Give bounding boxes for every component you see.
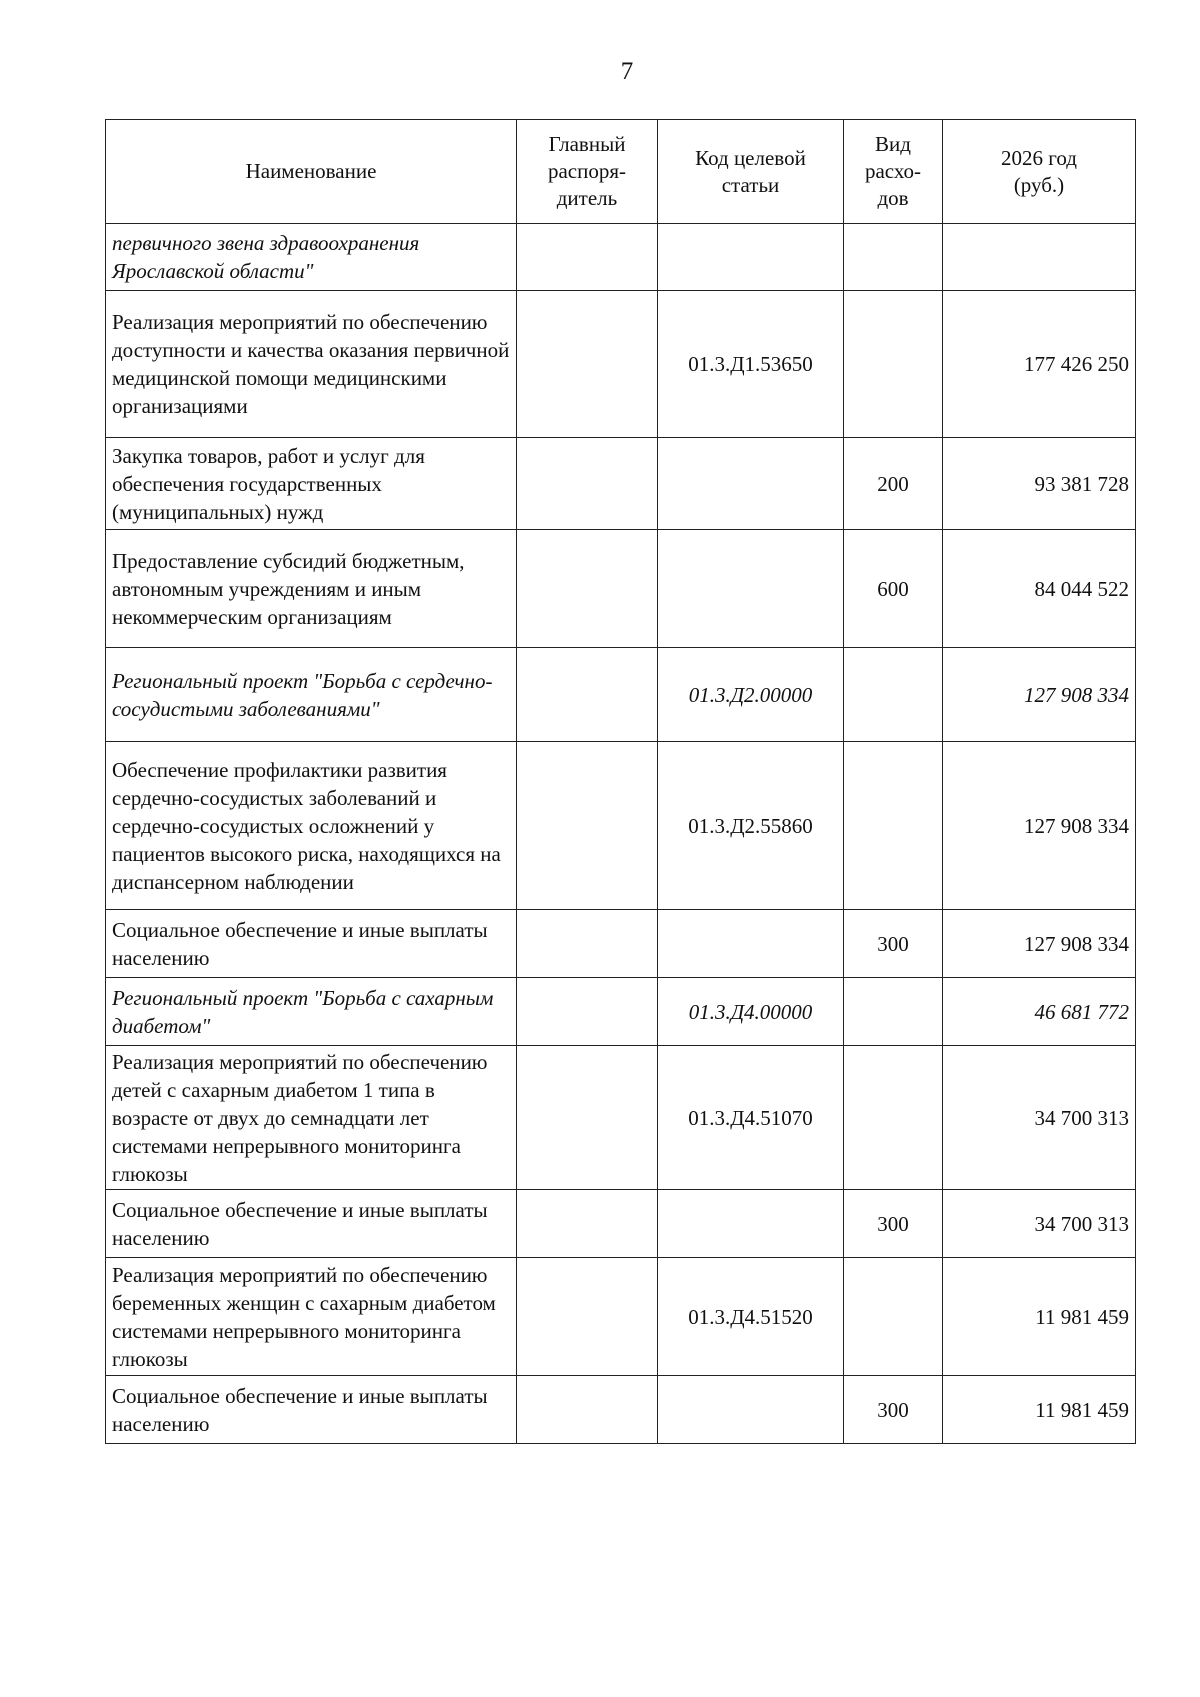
budget-table <box>105 119 1136 1444</box>
cell-name: первичного звена здравоохранения Ярославской области" <box>106 224 517 291</box>
cell-type <box>844 291 943 438</box>
cell-code <box>658 910 844 978</box>
cell-code <box>658 224 844 291</box>
cell-type: 300 <box>844 910 943 978</box>
cell-amount: 127 908 334 <box>943 648 1136 742</box>
cell-type <box>844 1258 943 1376</box>
cell-amount: 177 426 250 <box>943 291 1136 438</box>
cell-amount: 11 981 459 <box>943 1376 1136 1444</box>
cell-manager <box>517 1258 658 1376</box>
cell-type: 300 <box>844 1190 943 1258</box>
cell-type <box>844 1046 943 1190</box>
header-type-label: Вид расхо- дов <box>864 132 922 210</box>
header-type <box>844 120 943 224</box>
cell-amount: 34 700 313 <box>943 1046 1136 1190</box>
cell-amount: 127 908 334 <box>943 742 1136 910</box>
cell-code: 01.3.Д1.53650 <box>658 291 844 438</box>
cell-manager <box>517 438 658 530</box>
cell-type <box>844 742 943 910</box>
cell-code: 01.3.Д4.00000 <box>658 978 844 1046</box>
cell-type: 200 <box>844 438 943 530</box>
table-header-row <box>106 120 1136 224</box>
header-name: Наименование <box>106 120 517 224</box>
cell-code: 01.3.Д4.51070 <box>658 1046 844 1190</box>
cell-manager <box>517 978 658 1046</box>
table-row <box>106 438 1136 530</box>
cell-manager <box>517 910 658 978</box>
table-row <box>106 978 1136 1046</box>
cell-amount <box>943 224 1136 291</box>
cell-name: Социальное обеспечение и иные выплаты населению <box>106 910 517 978</box>
table-row <box>106 1046 1136 1190</box>
cell-manager <box>517 291 658 438</box>
header-manager <box>517 120 658 224</box>
table-row <box>106 291 1136 438</box>
cell-code <box>658 438 844 530</box>
header-code <box>658 120 844 224</box>
cell-code: 01.3.Д4.51520 <box>658 1258 844 1376</box>
table-row <box>106 742 1136 910</box>
header-code-label: Код целевой статьи <box>695 145 806 197</box>
cell-type: 300 <box>844 1376 943 1444</box>
cell-name: Реализация мероприятий по обеспечению беременных женщин с сахарным диабетом системами непрерывного мониторинга глюкозы <box>106 1258 517 1376</box>
cell-amount: 127 908 334 <box>943 910 1136 978</box>
cell-manager <box>517 742 658 910</box>
cell-name: Социальное обеспечение и иные выплаты населению <box>106 1376 517 1444</box>
table-row <box>106 1190 1136 1258</box>
header-manager-label: Главный распоря- дитель <box>547 132 627 210</box>
page-number: 7 <box>620 58 634 85</box>
cell-amount: 34 700 313 <box>943 1190 1136 1258</box>
cell-type <box>844 978 943 1046</box>
table-row <box>106 224 1136 291</box>
cell-code <box>658 1376 844 1444</box>
cell-name: Обеспечение профилактики развития сердечно-сосудистых заболеваний и сердечно-сосудистых осложнений у пациентов высокого риска, находящихся на диспансерном наблюдении <box>106 742 517 910</box>
cell-manager <box>517 224 658 291</box>
cell-name: Реализация мероприятий по обеспечению доступности и качества оказания первичной медицинской помощи медицинскими организациями <box>106 291 517 438</box>
table-row <box>106 530 1136 648</box>
header-amount-label: 2026 год (руб.) <box>1001 145 1077 197</box>
table-body <box>106 224 1136 1444</box>
table-row <box>106 910 1136 978</box>
table-row <box>106 1258 1136 1376</box>
table-row <box>106 1376 1136 1444</box>
cell-code <box>658 1190 844 1258</box>
cell-manager <box>517 1190 658 1258</box>
cell-name: Закупка товаров, работ и услуг для обеспечения государственных (муниципальных) нужд <box>106 438 517 530</box>
cell-amount: 93 381 728 <box>943 438 1136 530</box>
cell-name: Региональный проект "Борьба с сердечно-сосудистыми заболеваниями" <box>106 648 517 742</box>
table-row <box>106 648 1136 742</box>
cell-type: 600 <box>844 530 943 648</box>
cell-name: Региональный проект "Борьба с сахарным диабетом" <box>106 978 517 1046</box>
cell-manager <box>517 530 658 648</box>
cell-code: 01.3.Д2.00000 <box>658 648 844 742</box>
cell-type <box>844 648 943 742</box>
cell-manager <box>517 648 658 742</box>
cell-manager <box>517 1376 658 1444</box>
cell-name: Предоставление субсидий бюджетным, автономным учреждениям и иным некоммерческим организациям <box>106 530 517 648</box>
cell-name: Реализация мероприятий по обеспечению детей с сахарным диабетом 1 типа в возрасте от двух до семнадцати лет системами непрерывного мониторинга глюкозы <box>106 1046 517 1190</box>
header-amount <box>943 120 1136 224</box>
cell-type <box>844 224 943 291</box>
cell-amount: 84 044 522 <box>943 530 1136 648</box>
cell-code <box>658 530 844 648</box>
cell-manager <box>517 1046 658 1190</box>
cell-code: 01.3.Д2.55860 <box>658 742 844 910</box>
cell-name: Социальное обеспечение и иные выплаты населению <box>106 1190 517 1258</box>
cell-amount: 11 981 459 <box>943 1258 1136 1376</box>
cell-amount: 46 681 772 <box>943 978 1136 1046</box>
